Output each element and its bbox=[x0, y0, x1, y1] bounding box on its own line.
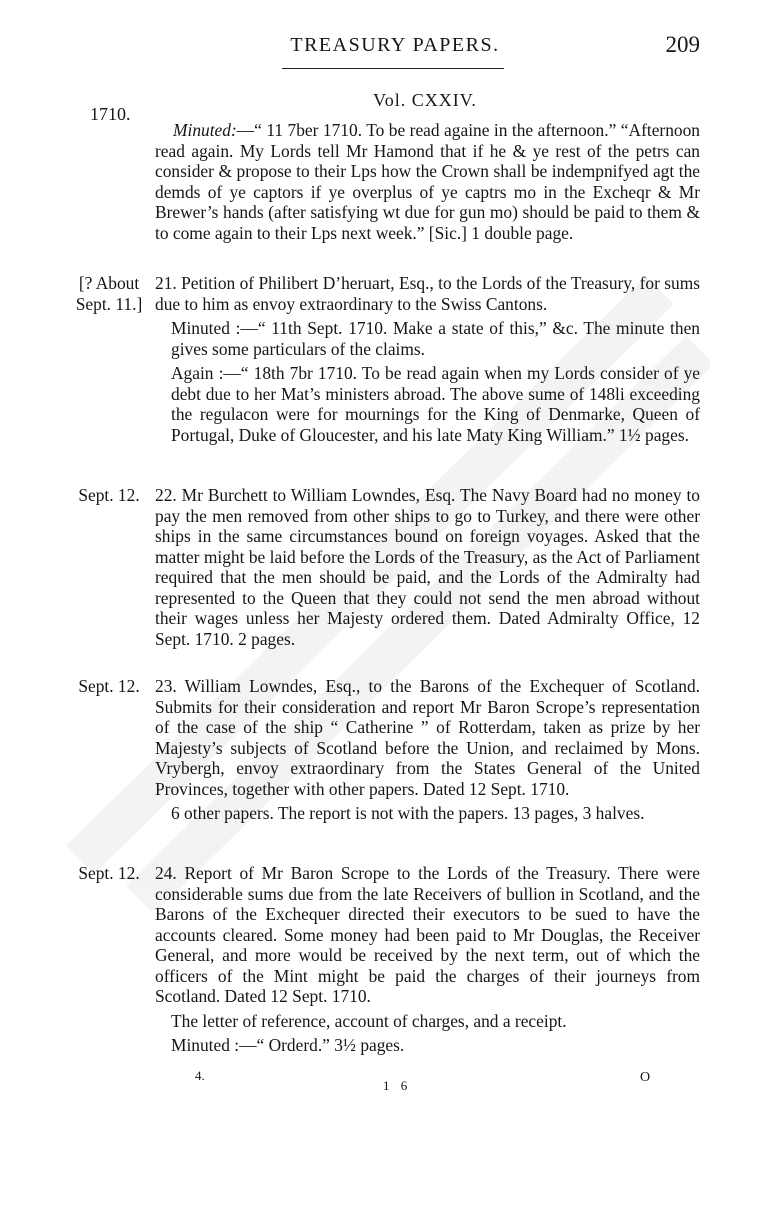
entry-date: Sept. 12. bbox=[78, 863, 140, 883]
intro-paragraph bbox=[155, 120, 700, 243]
footer-left-mark: 4. bbox=[195, 1068, 205, 1083]
volume-heading: Vol. CXXIV. bbox=[373, 90, 477, 110]
entry-paragraph: 23. William Lowndes, Esq., to the Barons of the Exchequer of Scotland. Submits for their consideration and report Mr Baron Scrope’s representation of the case of the ship “ Catherine ” of Rotterdam, taken as prize by her Majesty’s subjects of Scotland before the Union, and reclaimed by Mons. Vrybergh, envoy extraordinary from the States General of the United Provinces, together with other papers. Dated 12 Sept. 1710. bbox=[155, 676, 700, 799]
intro-block bbox=[155, 120, 700, 243]
entry-paragraph: Again :—“ 18th 7br 1710. To be read again when my Lords consider of ye debt due to her Mat’s ministers abroad. The above sume of 148li exceeding the regulacon were for mournings for the King of Denmarke, Queen of Portugal, Duke of Gloucester, and his late Maty King William.” 1½ pages. bbox=[171, 363, 700, 445]
running-head-title: TREASURY PAPERS. bbox=[290, 34, 500, 56]
margin-year: 1710. bbox=[90, 104, 131, 124]
entry-date: Sept. 12. bbox=[78, 485, 140, 505]
printer-signature: 1 6 bbox=[383, 1078, 412, 1093]
entry-date: [? About Sept. 11.] bbox=[75, 273, 143, 314]
header-rule bbox=[282, 68, 504, 69]
entry-paragraph: 22. Mr Burchett to William Lowndes, Esq. The Navy Board had no money to pay the men removed from other ships to go to Turkey, and there were other ships in the same circumstances bound on foreign voyages. Asked that the matter might be laid before the Lords of the Treasury, as the Act of Parliament required that the men should be paid, and the Lords of the Admiralty had represented to the Queen that they could not send the men abroad without their wages unless her Majesty ordered them. Dated Admiralty Office, 12 Sept. 1710. 2 pages. bbox=[155, 485, 700, 649]
page-number: 209 bbox=[665, 32, 700, 57]
entry-date: Sept. 12. bbox=[78, 676, 140, 696]
entry-paragraph: 21. Petition of Philibert D’heruart, Esq., to the Lords of the Treasury, for sums due to him as envoy extraordinary to the Swiss Cantons. bbox=[155, 273, 700, 314]
entry-paragraph: 24. Report of Mr Baron Scrope to the Lords of the Treasury. There were considerable sums due from the late Receivers of bullion in Scotland, and the Barons of the Exchequer directed their executors to be sued to have the accounts cleared. Some money had been paid to Mr Douglas, the Receiver General, and more would be received by the next term, out of which the officers of the Mint might be paid the charges of their journeys from Scotland. Dated 12 Sept. 1710. bbox=[155, 863, 700, 1006]
minuted-label: Minuted: bbox=[173, 120, 237, 140]
entry-paragraph: Minuted :—“ Orderd.” 3½ pages. bbox=[171, 1035, 405, 1055]
entry-21 bbox=[155, 273, 700, 445]
entry-paragraph: 6 other papers. The report is not with the papers. 13 pages, 3 halves. bbox=[171, 803, 645, 823]
entry-24 bbox=[155, 863, 700, 1056]
entry-23 bbox=[155, 676, 700, 824]
footer-right-mark: O bbox=[640, 1070, 651, 1085]
entry-22 bbox=[155, 485, 700, 649]
intro-text: —“ 11 7ber 1710. To be read againe in the afternoon.” “Afternoon read again. My Lords tell Mr Hamond that if he & ye rest of the petrs can consider & propose to their Lps how the Crown shall be indempnifyed agt the demds of ye captors if ye overplus of ye captrs mo in the Excheqr & Mr Brewer’s hands (after satisfying wt due for gun mo) should be paid to them & to come again to their Lps next week.” [Sic.] 1 double page. bbox=[155, 120, 700, 243]
entry-paragraph: The letter of reference, account of charges, and a receipt. bbox=[171, 1010, 567, 1031]
entry-paragraph: Minuted :—“ 11th Sept. 1710. Make a state of this,” &c. The minute then gives some particulars of the claims. bbox=[171, 318, 700, 359]
